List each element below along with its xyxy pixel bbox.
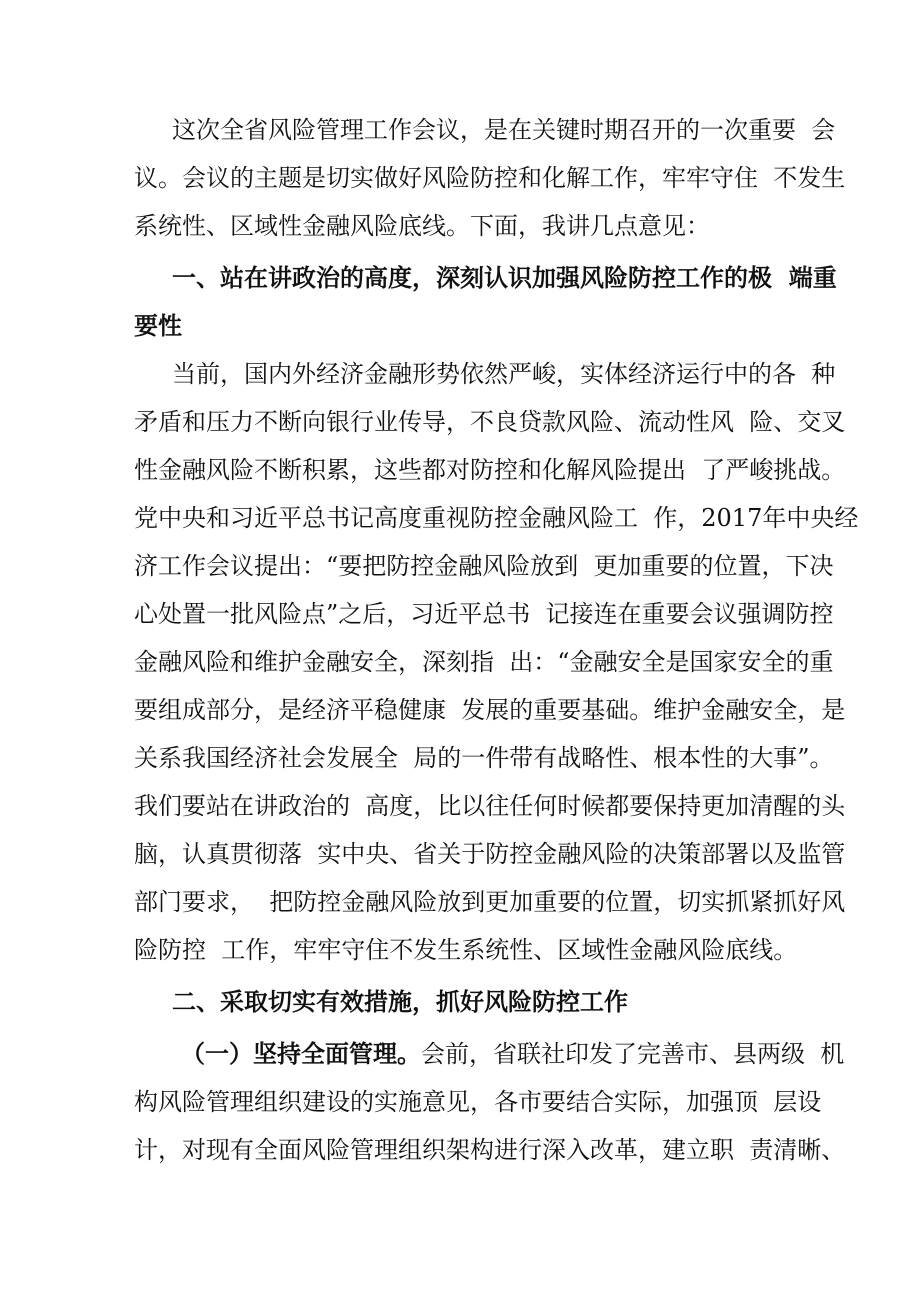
paragraph-body-line-2: 矛盾和压力不断向银行业传导，不良贷款风险、流动性风 险、交叉 xyxy=(134,408,846,436)
subsection-1-line-1 xyxy=(181,1038,845,1070)
paragraph-intro-line-1: 这次全省风险管理工作会议，是在关键时期召开的一次重要 会 xyxy=(172,116,836,144)
subsection-1-line-1-text: 会前，省联社印发了完善市、县两级 机 xyxy=(421,1040,845,1068)
paragraph-intro-line-3: 系统性、区域性金融风险底线。下面，我讲几点意见： xyxy=(134,212,710,240)
paragraph-body-line-4: 党中央和习近平总书记高度重视防控金融风险工 作，2017年中央经 xyxy=(134,504,859,532)
paragraph-body-line-7: 金融风险和维护金融安全，深刻指 出：“金融安全是国家安全的重 xyxy=(134,648,834,676)
heading-section-2: 二、采取切实有效措施，抓好风险防控工作 xyxy=(172,987,628,1016)
paragraph-body-line-1: 当前，国内外经济金融形势依然严峻，实体经济运行中的各 种 xyxy=(172,360,836,388)
paragraph-body-line-5: 济工作会议提出：“要把防控金融风险放到 更加重要的位置，下决 xyxy=(134,552,834,580)
heading-section-1-line-2: 要性 xyxy=(134,311,182,340)
heading-section-1-line-1: 一、站在讲政治的高度，深刻认识加强风险防控工作的极 端重 xyxy=(172,263,837,292)
paragraph-body-line-13: 险防控 工作，牢牢守住不发生系统性、区域性金融风险底线。 xyxy=(134,936,798,964)
paragraph-body-line-6: 心处置一批风险点”之后，习近平总书 记接连在重要会议强调防控 xyxy=(134,600,834,628)
paragraph-body-line-9: 关系我国经济社会发展全 局的一件带有战略性、根本性的大事”。 xyxy=(134,744,834,772)
paragraph-body-line-11: 脑，认真贯彻落 实中央、省关于防控金融风险的决策部署以及监管 xyxy=(134,840,846,868)
subsection-1-line-3: 计，对现有全面风险管理组织架构进行深入改革，建立职 责清晰、 xyxy=(134,1136,846,1164)
paragraph-body-line-12: 部门要求， 把防控金融风险放到更加重要的位置，切实抓紧抓好风 xyxy=(134,888,846,916)
paragraph-body-line-10: 我们要站在讲政治的 高度，比以往任何时候都要保持更加清醒的头 xyxy=(134,792,846,820)
subsection-1-line-2: 构风险管理组织建设的实施意见，各市要结合实际，加强顶 层设 xyxy=(134,1088,822,1116)
paragraph-intro-line-2: 议。会议的主题是切实做好风险防控和化解工作，牢牢守住 不发生 xyxy=(134,164,846,192)
subsection-1-lead: （一）坚持全面管理。 xyxy=(181,1039,421,1068)
paragraph-body-line-3: 性金融风险不断积累，这些都对防控和化解风险提出 了严峻挑战。 xyxy=(134,456,846,484)
paragraph-body-line-8: 要组成部分，是经济平稳健康 发展的重要基础。维护金融安全，是 xyxy=(134,696,846,724)
